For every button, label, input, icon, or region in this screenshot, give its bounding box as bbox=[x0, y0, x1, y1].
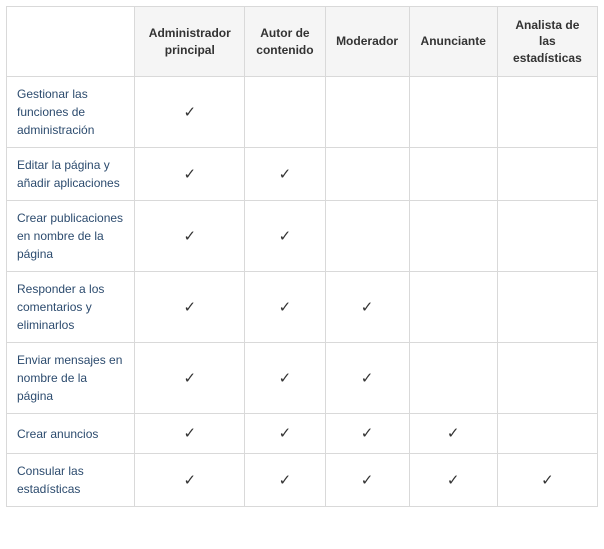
table-row bbox=[7, 77, 598, 148]
permission-empty-cell bbox=[497, 201, 597, 272]
permission-empty-cell bbox=[497, 148, 597, 201]
permission-empty-cell bbox=[409, 343, 497, 414]
permission-granted-cell bbox=[245, 414, 325, 454]
permission-granted-cell bbox=[325, 454, 409, 507]
check-icon: ✓ bbox=[278, 298, 292, 316]
permission-empty-cell bbox=[497, 414, 597, 454]
column-header-autor-de-contenido: Autor de contenido bbox=[245, 7, 325, 77]
check-icon: ✓ bbox=[360, 369, 374, 387]
check-icon: ✓ bbox=[183, 103, 197, 121]
table-header bbox=[7, 7, 598, 77]
permission-empty-cell bbox=[409, 272, 497, 343]
permission-empty-cell bbox=[497, 272, 597, 343]
table-body bbox=[7, 77, 598, 507]
table-header-corner bbox=[7, 7, 135, 77]
column-header-administrador-principal: Administrador principal bbox=[135, 7, 245, 77]
check-icon: ✓ bbox=[446, 425, 460, 442]
permission-granted-cell bbox=[325, 343, 409, 414]
permission-empty-cell bbox=[497, 343, 597, 414]
check-icon: ✓ bbox=[278, 165, 292, 183]
permission-granted-cell bbox=[135, 77, 245, 148]
permission-granted-cell bbox=[135, 148, 245, 201]
check-icon: ✓ bbox=[278, 369, 292, 387]
row-task-label: Responder a los comentarios y eliminarlos bbox=[7, 272, 135, 343]
table-row bbox=[7, 343, 598, 414]
table-row bbox=[7, 272, 598, 343]
table-row bbox=[7, 201, 598, 272]
permission-granted-cell bbox=[135, 201, 245, 272]
permission-empty-cell bbox=[325, 148, 409, 201]
check-icon: ✓ bbox=[278, 425, 292, 442]
row-task-label: Crear publicaciones en nombre de la página bbox=[7, 201, 135, 272]
permission-empty-cell bbox=[409, 77, 497, 148]
check-icon: ✓ bbox=[360, 298, 374, 316]
check-icon: ✓ bbox=[183, 471, 197, 489]
permission-empty-cell bbox=[245, 77, 325, 148]
permission-granted-cell bbox=[135, 272, 245, 343]
row-task-label: Editar la página y añadir aplicaciones bbox=[7, 148, 135, 201]
check-icon: ✓ bbox=[360, 471, 374, 489]
permission-granted-cell bbox=[245, 148, 325, 201]
permission-granted-cell bbox=[245, 343, 325, 414]
check-icon: ✓ bbox=[360, 425, 374, 442]
check-icon: ✓ bbox=[446, 471, 460, 489]
table-header-row bbox=[7, 7, 598, 77]
permission-granted-cell bbox=[245, 272, 325, 343]
permission-granted-cell bbox=[409, 414, 497, 454]
check-icon: ✓ bbox=[183, 298, 197, 316]
permission-empty-cell bbox=[325, 77, 409, 148]
permission-granted-cell bbox=[245, 454, 325, 507]
row-task-label: Crear anuncios bbox=[7, 414, 135, 454]
permission-granted-cell bbox=[325, 272, 409, 343]
permission-granted-cell bbox=[325, 414, 409, 454]
check-icon: ✓ bbox=[183, 369, 197, 387]
check-icon: ✓ bbox=[541, 471, 554, 489]
permissions-table bbox=[6, 6, 598, 507]
row-task-label: Gestionar las funciones de administración bbox=[7, 77, 135, 148]
permission-empty-cell bbox=[409, 201, 497, 272]
column-header-analista-de-las-estadisticas: Analista de las estadísticas bbox=[497, 7, 597, 77]
permission-granted-cell bbox=[245, 201, 325, 272]
permission-granted-cell bbox=[135, 414, 245, 454]
column-header-moderador: Moderador bbox=[325, 7, 409, 77]
column-header-anunciante: Anunciante bbox=[409, 7, 497, 77]
check-icon: ✓ bbox=[183, 227, 197, 245]
check-icon: ✓ bbox=[183, 165, 197, 183]
permission-granted-cell bbox=[497, 454, 597, 507]
check-icon: ✓ bbox=[183, 425, 197, 442]
permission-empty-cell bbox=[409, 148, 497, 201]
check-icon: ✓ bbox=[278, 471, 292, 489]
permission-granted-cell bbox=[135, 343, 245, 414]
row-task-label: Consular las estadísticas bbox=[7, 454, 135, 507]
permission-empty-cell bbox=[325, 201, 409, 272]
check-icon: ✓ bbox=[278, 227, 292, 245]
permission-empty-cell bbox=[497, 77, 597, 148]
permission-granted-cell bbox=[135, 454, 245, 507]
row-task-label: Enviar mensajes en nombre de la página bbox=[7, 343, 135, 414]
table-row bbox=[7, 148, 598, 201]
permission-granted-cell bbox=[409, 454, 497, 507]
table-row bbox=[7, 454, 598, 507]
table-row bbox=[7, 414, 598, 454]
